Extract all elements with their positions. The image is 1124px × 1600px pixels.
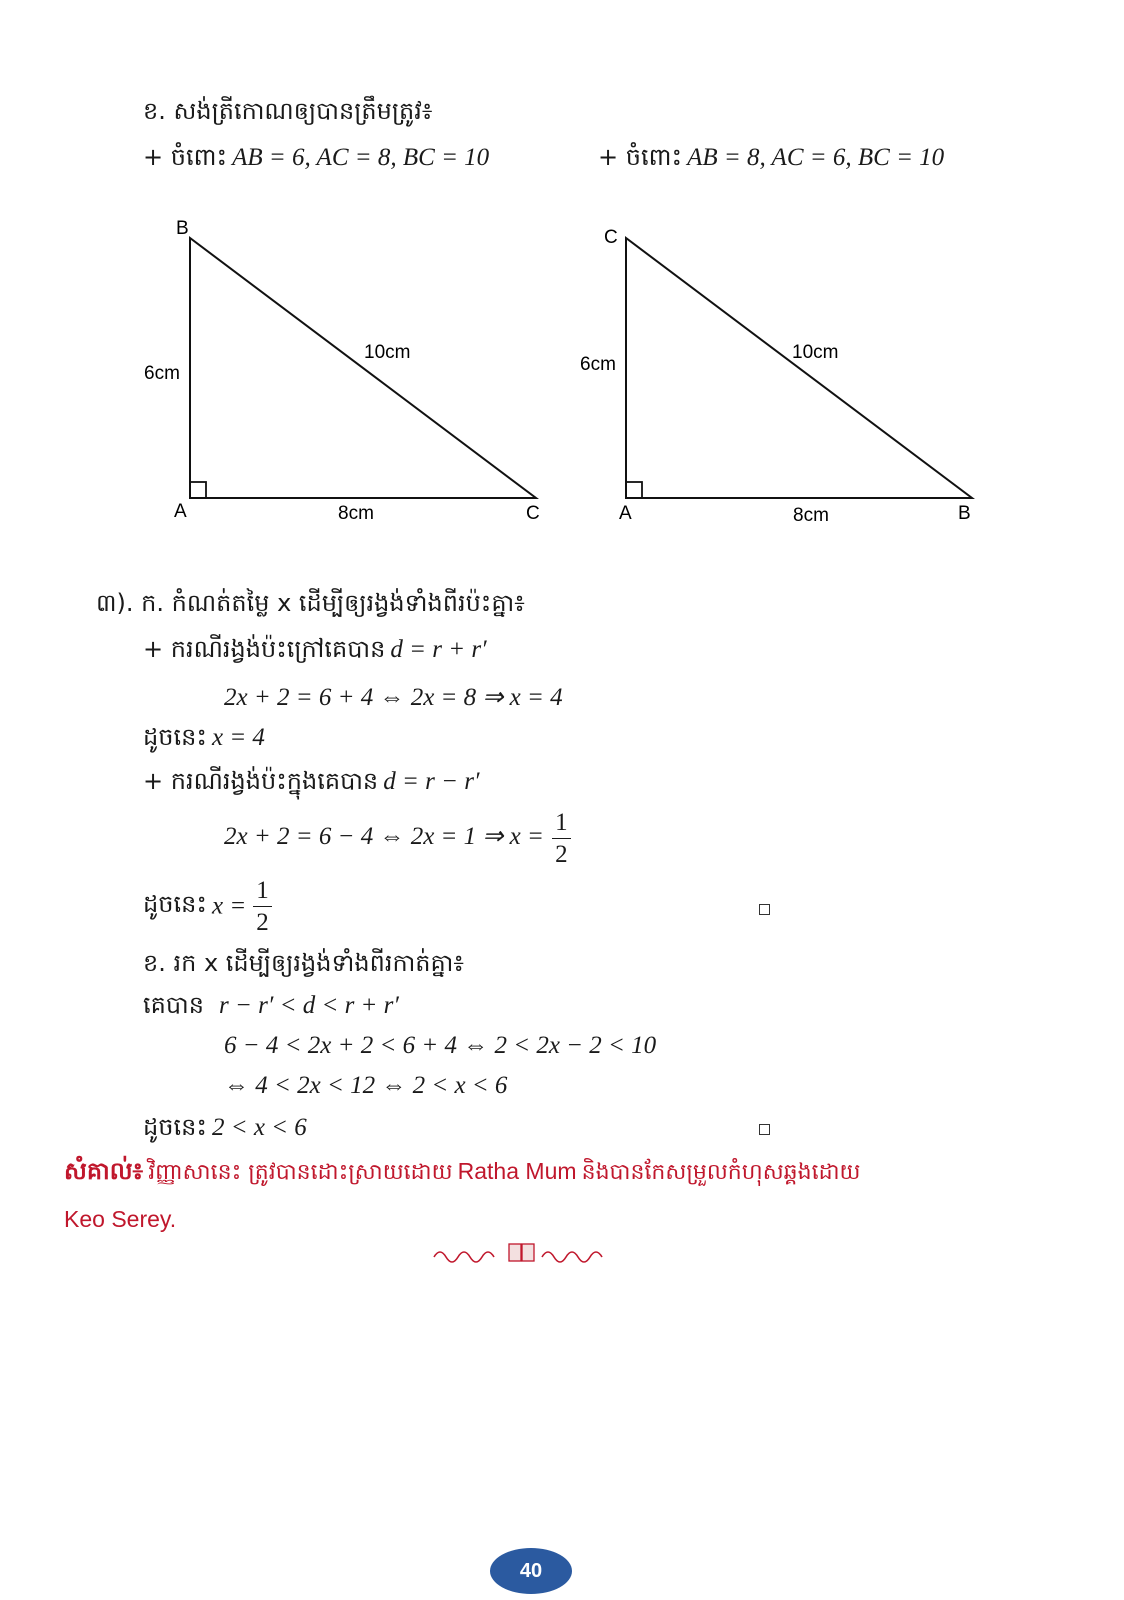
triangle1-right-angle-mark bbox=[190, 482, 206, 498]
internal-case-text: + ករណីរង្វង់ប៉ះក្នុងគេបាន bbox=[143, 767, 379, 795]
qed-square-1 bbox=[759, 904, 770, 915]
internal-equation: 2x + 2 = 6 − 4 ⇔ 2x = 1 ⇒ x = bbox=[224, 823, 544, 851]
triangle2-vertex-right: B bbox=[958, 503, 971, 524]
note-line-1 bbox=[64, 1156, 860, 1191]
fraction-denominator: 2 bbox=[555, 841, 568, 868]
therefore-label-3: ដូចនេះ bbox=[143, 1113, 207, 1141]
triangle1-vertex-a: A bbox=[174, 501, 187, 522]
triangle2-side-vertical: 6cm bbox=[580, 354, 616, 375]
triangle2-vertex-top: C bbox=[604, 227, 618, 248]
triangle1-vertex-right: C bbox=[526, 503, 540, 524]
triangle1-shape bbox=[190, 238, 536, 498]
external-equation: 2x + 2 = 6 + 4 ⇔ 2x = 8 ⇒ x = 4 bbox=[224, 684, 563, 711]
triangle2-shape bbox=[626, 238, 972, 498]
triangle2-right-angle-mark bbox=[626, 482, 642, 498]
triangle1-side-vertical: 6cm bbox=[144, 363, 180, 384]
internal-case-line bbox=[143, 766, 479, 801]
note-text-2: និងបានកែសម្រួលកំហុសឆ្គងដោយ bbox=[581, 1160, 861, 1185]
note-author: Ratha Mum bbox=[457, 1158, 577, 1184]
internal-result-line bbox=[143, 878, 274, 935]
section3b-result: 2 < x < 6 bbox=[211, 1114, 307, 1141]
triangle1-side-horizontal: 8cm bbox=[338, 503, 374, 524]
triangle2-vertex-a: A bbox=[619, 503, 632, 524]
therefore-label: ដូចនេះ bbox=[143, 723, 207, 751]
section3-heading: ៣). ក. កំណត់តម្លៃ x ដើម្បីឲ្យរង្វង់ទាំងពីរប៉ះគ្នា៖ bbox=[96, 589, 525, 617]
internal-result-fraction bbox=[253, 878, 272, 935]
therefore-label-2: ដូចនេះ bbox=[143, 890, 207, 918]
part-b-heading: ខ. សង់ត្រីកោណឲ្យបានត្រឹមត្រូវ៖ bbox=[143, 97, 433, 125]
triangle2 bbox=[580, 227, 972, 526]
triangles-figure bbox=[0, 0, 1124, 560]
external-result: x = 4 bbox=[211, 724, 265, 751]
internal-result-lhs: x = bbox=[211, 892, 247, 920]
note-editor: Keo Serey. bbox=[64, 1206, 177, 1232]
case1-math: AB = 6, AC = 8, BC = 10 bbox=[232, 144, 490, 171]
case2-prefix: + ចំពោះ bbox=[598, 143, 682, 171]
note-text-1: វិញ្ញាសានេះ ត្រូវបានដោះស្រាយដោយ bbox=[148, 1160, 453, 1185]
internal-equation-fraction bbox=[552, 810, 571, 867]
condition-line bbox=[143, 990, 399, 1025]
book-icon bbox=[509, 1244, 534, 1261]
note-label: សំគាល់៖ bbox=[64, 1157, 144, 1185]
triangle1-vertex-top: B bbox=[176, 218, 189, 239]
section3b-result-line bbox=[143, 1112, 307, 1147]
external-case-text: + ករណីរង្វង់ប៉ះក្រៅគេបាន bbox=[143, 635, 386, 663]
case2-math: AB = 8, AC = 6, BC = 10 bbox=[687, 144, 945, 171]
external-result-line bbox=[143, 722, 265, 757]
triangle2-hypotenuse: 10cm bbox=[792, 342, 839, 363]
result-fraction-denominator: 2 bbox=[256, 909, 269, 936]
internal-equation-line bbox=[224, 810, 573, 867]
triangle1 bbox=[144, 218, 540, 524]
external-case-line bbox=[143, 634, 487, 669]
inequality-line-2: ⇔ 4 < 2x < 12 ⇔ 2 < x < 6 bbox=[224, 1072, 508, 1099]
section3b-heading bbox=[143, 948, 464, 983]
section3b-heading-text: ខ. រក x ដើម្បីឲ្យរង្វង់ទាំងពីរកាត់គ្នា៖ bbox=[143, 949, 464, 977]
condition-formula: r − r′ < d < r + r′ bbox=[219, 992, 399, 1019]
result-fraction-numerator: 1 bbox=[253, 878, 272, 907]
qed-square-2 bbox=[759, 1124, 770, 1135]
external-case-formula: d = r + r′ bbox=[390, 636, 487, 663]
case1-prefix: + ចំពោះ bbox=[143, 143, 227, 171]
page-number-badge: 40 bbox=[490, 1548, 572, 1594]
inequality-line-1: 6 − 4 < 2x + 2 < 6 + 4 ⇔ 2 < 2x − 2 < 10 bbox=[224, 1032, 657, 1059]
fraction-numerator: 1 bbox=[552, 810, 571, 839]
internal-case-formula: d = r − r′ bbox=[383, 768, 480, 795]
we-have-label: គេបាន bbox=[143, 991, 204, 1019]
ornament-divider-icon bbox=[430, 1240, 614, 1266]
triangle1-hypotenuse: 10cm bbox=[364, 342, 411, 363]
triangle2-side-horizontal: 8cm bbox=[793, 505, 829, 526]
